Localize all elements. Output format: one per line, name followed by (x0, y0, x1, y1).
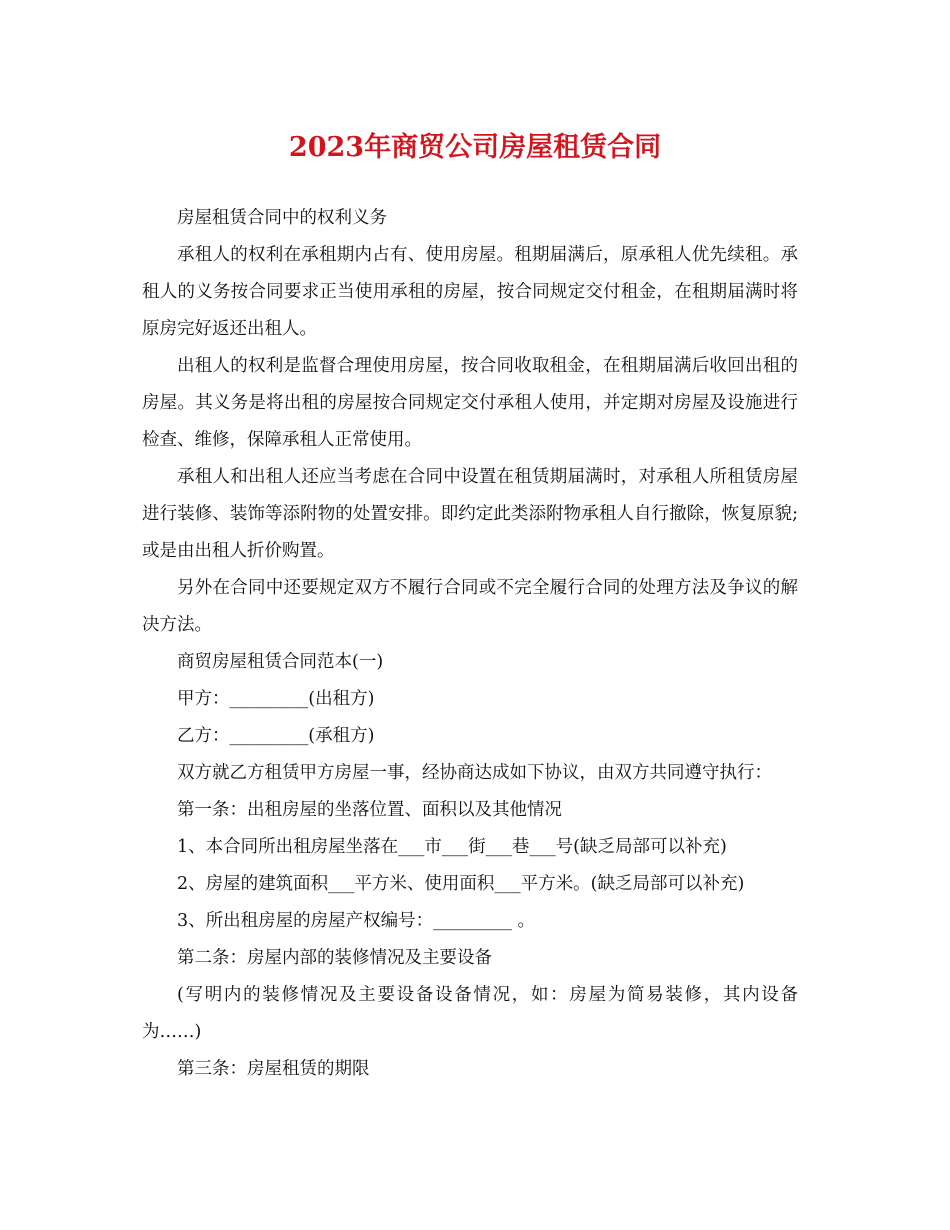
paragraph-tenant-rights: 承租人的权利在承租期内占有、使用房屋。租期届满后，原承租人优先续租。承租人的义务按合同要求正当使用承租的房屋，按合同规定交付租金，在租期届满时将原房完好返还出租人。 (142, 245, 798, 339)
paragraph-article-2: 第二条：房屋内部的装修情况及主要设备 (177, 948, 492, 968)
paragraph-landlord-rights: 出租人的权利是监督合理使用房屋，按合同收取租金，在租期届满后收回出租的房屋。其义务是将出租的房屋按合同规定交付承租人使用，并定期对房屋及设施进行检查、维修，保障承租人正常使用。 (142, 356, 798, 450)
paragraph-template-heading: 商贸房屋租赁合同范本(一) (177, 652, 384, 672)
paragraph-decoration-note: (写明内的装修情况及主要设备设备情况，如：房屋为简易装修，其内设备为……) (142, 985, 798, 1042)
paragraph-attachments: 承租人和出租人还应当考虑在合同中设置在租赁期届满时，对承租人所租赁房屋进行装修、装饰等添附物的处置安排。即约定此类添附物承租人自行撤除，恢复原貌;或是由出租人折价购置。 (142, 467, 798, 561)
paragraph-rights-heading: 房屋租赁合同中的权利义务 (177, 208, 387, 228)
paragraph-article-1: 第一条：出租房屋的坐落位置、面积以及其他情况 (177, 800, 562, 820)
paragraph-item-3: 3、所出租房屋的房屋产权编号：_________ 。 (177, 911, 535, 931)
paragraph-article-3: 第三条：房屋租赁的期限 (177, 1059, 370, 1079)
paragraph-party-b: 乙方：_________(承租方) (177, 726, 375, 746)
paragraph-dispute: 另外在合同中还要规定双方不履行合同或不完全履行合同的处理方法及争议的解决方法。 (142, 578, 798, 635)
paragraph-agreement: 双方就乙方租赁甲方房屋一事，经协商达成如下协议，由双方共同遵守执行： (177, 763, 772, 783)
document-body (142, 200, 798, 1088)
document-title: 2023年商贸公司房屋租赁合同 (288, 132, 662, 163)
paragraph-item-1: 1、本合同所出租房屋坐落在___市___街___巷___号(缺乏局部可以补充) (177, 837, 727, 857)
paragraph-item-2: 2、房屋的建筑面积___平方米、使用面积___平方米。(缺乏局部可以补充) (177, 874, 745, 894)
paragraph-party-a: 甲方：_________(出租方) (177, 689, 375, 709)
